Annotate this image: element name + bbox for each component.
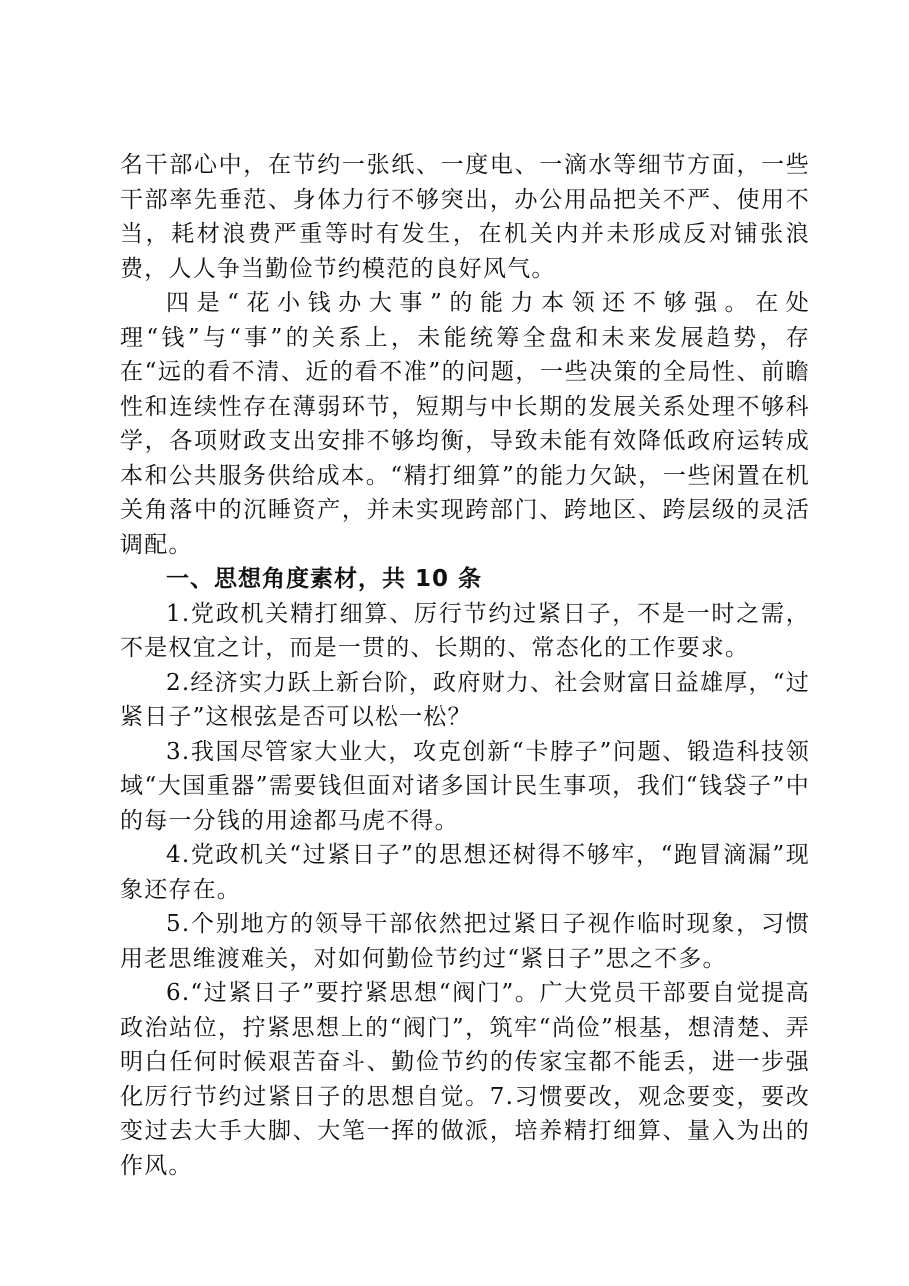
list-item-3: 3.我国尽管家大业大，攻克创新“卡脖子”问题、锻造科技领域“大国重器”需要钱但面对诸多国计民生事项，我们“钱袋子”中的每一分钱的用途都马虎不得。 (120, 738, 810, 834)
body-paragraph-point-four: 四是“花小钱办大事”的能力本领还不够强。在处理“钱”与“事”的关系上，未能统筹全盘和未来发展趋势，存在“远的看不清、近的看不准”的问题，一些决策的全局性、前瞻性和连续性存在薄弱环节，短期与中长期的发展关系处理不够科学，各项财政支出安排不够均衡，导致未能有效降低政府运转成本和公共服务供给成本。“精打细算”的能力欠缺，一些闲置在机关角落中的沉睡资产，并未实现跨部门、跨地区、跨层级的灵活调配。 (120, 290, 810, 558)
body-paragraph-continuation: 名干部心中，在节约一张纸、一度电、一滴水等细节方面，一些干部率先垂范、身体力行不够突出，办公用品把关不严、使用不当，耗材浪费严重等时有发生，在机关内并未形成反对铺张浪费，人人争当勤俭节约模范的良好风气。 (120, 152, 810, 282)
list-item-5: 5.个别地方的领导干部依然把过紧日子视作临时现象，习惯用老思维渡难关，对如何勤俭节约过“紧日子”思之不多。 (120, 911, 810, 972)
list-item-4: 4.党政机关“过紧日子”的思想还树得不够牢，“跑冒滴漏”现象还存在。 (120, 842, 810, 903)
section-heading: 一、思想角度素材，共 10 条 (166, 566, 483, 592)
list-item-6-7: 6.“过紧日子”要拧紧思想“阀门”。广大党员干部要自觉提高政治站位，拧紧思想上的“阀门”，筑牢“尚俭”根基，想清楚、弄明白任何时候艰苦奋斗、勤俭节约的传家宝都不能丢，进一步强化厉行节约过紧日子的思想自觉。7.习惯要改，观念要变，要改变过去大手大脚、大笔一挥的做派，培养精打细算、量入为出的作风。 (120, 980, 810, 1179)
list-item-2: 2.经济实力跃上新台阶，政府财力、社会财富日益雄厚，“过紧日子”这根弦是否可以松一松？ (120, 669, 810, 730)
list-item-1: 1.党政机关精打细算、厉行节约过紧日子，不是一时之需，不是权宜之计，而是一贯的、长期的、常态化的工作要求。 (120, 600, 810, 661)
document-body (120, 148, 810, 1183)
